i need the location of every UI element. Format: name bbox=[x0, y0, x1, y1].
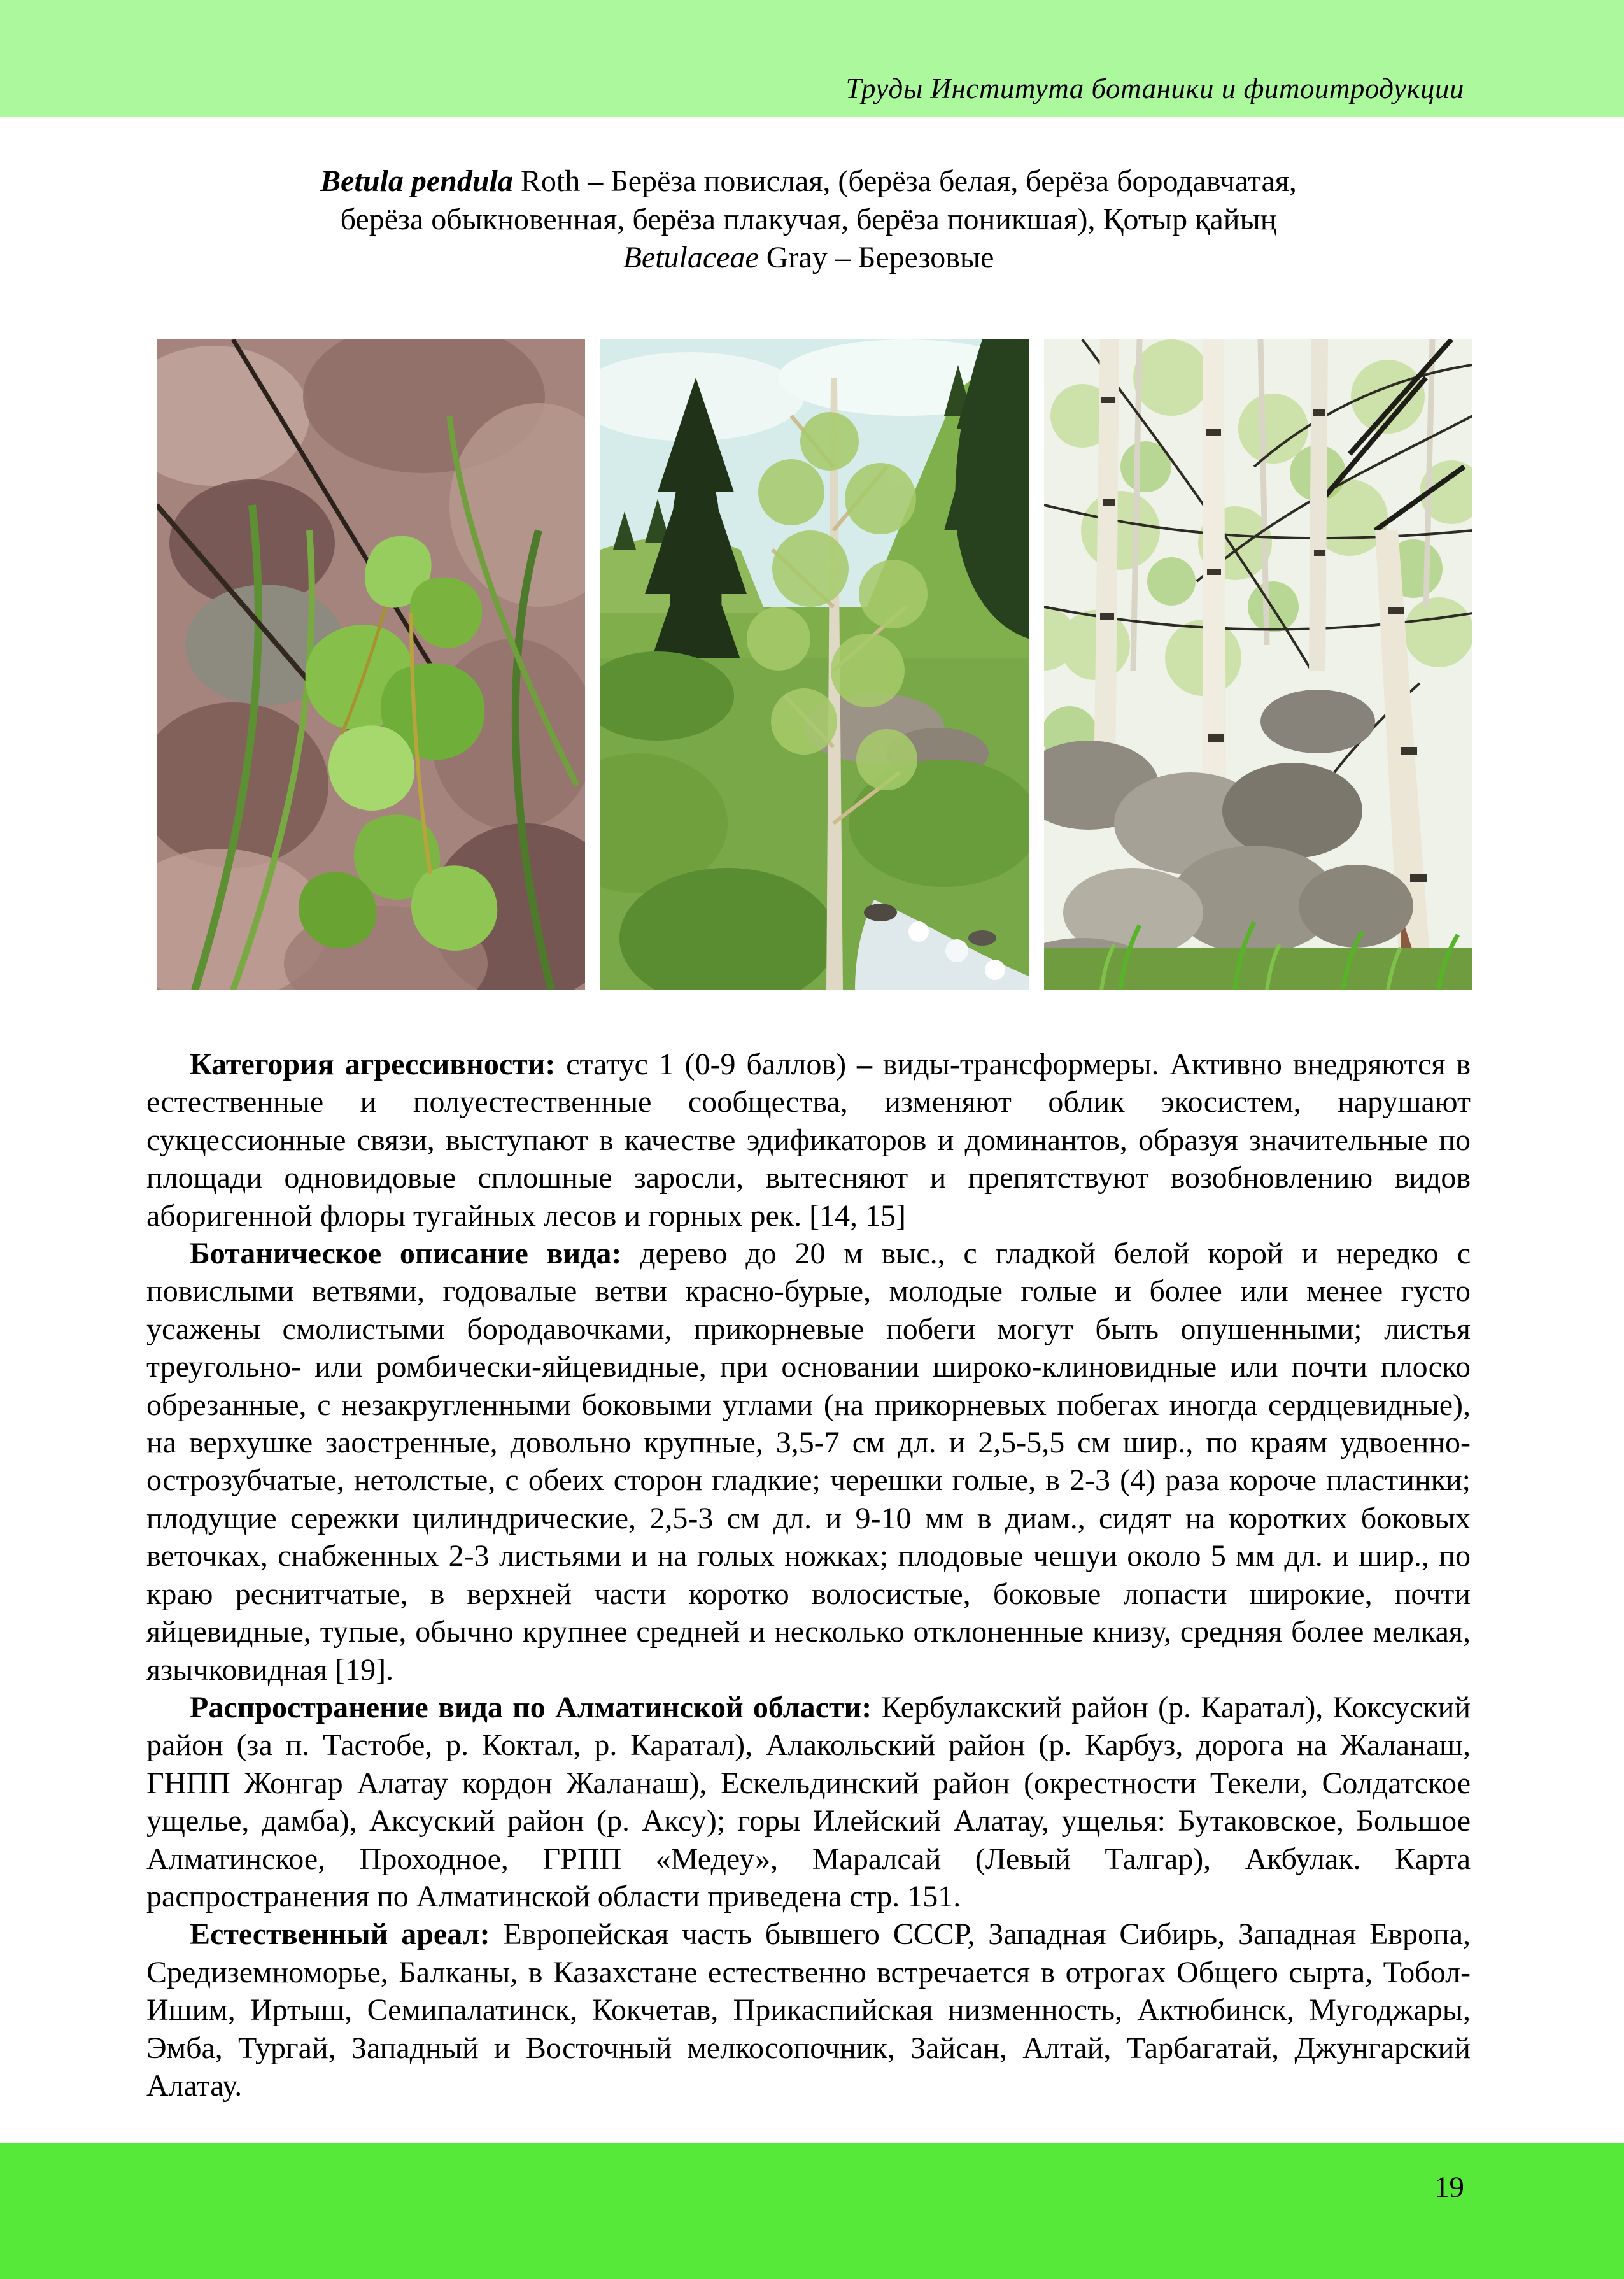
title-line-3 bbox=[146, 239, 1471, 277]
family-name: Betulaceae bbox=[623, 241, 759, 274]
species-name: Betula pendula bbox=[320, 164, 513, 198]
paragraph bbox=[146, 1235, 1471, 1689]
body-text bbox=[146, 1046, 1471, 2105]
paragraph-text: Европейская часть бывшего СССР, Западная Сибирь, Западная Европа, Средиземноморье, Балканы, в Казахстане естественно встречается в отрогах Общего сырта, Тобол-Ишим, Иртыш, Семипалатинск, Кокчетав, Прикаспийская низменность, Актюбинск, Мугоджары, Эмба, Тургай, Западный и Восточный мелкосопочник, Зайсан, Алтай, Тарбагатай, Джунгарский Алатау. bbox=[146, 1917, 1471, 2103]
paragraph-text: статус 1 (0-9 баллов) bbox=[555, 1047, 858, 1081]
photo-birch-leaves bbox=[157, 339, 585, 990]
species-title bbox=[146, 162, 1471, 277]
photo-mountain-slope-image bbox=[600, 339, 1029, 990]
photo-birch-grove bbox=[1044, 339, 1472, 990]
paragraph bbox=[146, 1915, 1471, 2105]
paragraph-lead: Ботаническое описание вида: bbox=[190, 1237, 622, 1271]
paragraph-text: виды-трансформеры. Активно внедряются в естественные и полуестественные сообщества, изменяют облик экосистем, нарушают сукцессионные связи, выступают в качестве эдификаторов и доминантов, образуя значительные по площади одновидовые сплошные заросли, вытесняют и препятствуют возобновлению видов аборигенной флоры тугайных лесов и горных рек. [14, 15] bbox=[146, 1047, 1471, 1233]
title-line-1-rest: Roth – Берёза повислая, (берёза белая, берёза бородавчатая, bbox=[512, 164, 1297, 198]
paragraph-text: дерево до 20 м выс., с гладкой белой корой и нередко с повислыми ветвями, годовалые ветви красно-бурые, молодые голые и более или менее густо усажены смолистыми бородавочками, прикорневые побеги могут быть опушенными; листья треугольно- или ромбически-яйцевидные, при основании широко-клиновидные или почти плоско обрезанные, с незакругленными боковыми углами (на прикорневых побегах иногда сердцевидные), на верхушке заостренные, довольно крупные, 3,5-7 см дл. и 2,5-5,5 см шир., по краям удвоенно-острозубчатые, нетолстые, с обеих сторон гладкие; черешки голые, в 2-3 (4) раза короче пластинки; плодущие сережки цилиндрические, 2,5-3 см дл. и 9-10 мм в диам., сидят на коротких боковых веточках, снабженных 2-3 листьями и на голых ножках; плодовые чешуи около 5 мм дл. и шир., по краю реснитчатые, в верхней части коротко волосистые, боковые лопасти широкие, почти яйцевидные, тупые, обычно крупнее средней и несколько отклоненные книзу, средняя более мелкая, язычковидная [19]. bbox=[146, 1237, 1471, 1687]
title-line-2: берёза обыкновенная, берёза плакучая, берёза поникшая), Қотыр қайың bbox=[340, 202, 1277, 236]
paragraph-lead: Естественный ареал: bbox=[190, 1917, 490, 1952]
photo-strip bbox=[157, 339, 1474, 990]
title-line-1 bbox=[146, 162, 1471, 201]
page-number: 19 bbox=[1434, 2171, 1464, 2204]
paragraph-lead: – bbox=[857, 1047, 873, 1081]
paragraph bbox=[146, 1046, 1471, 1235]
journal-title: Труды Института ботаники и фитоитродукции bbox=[845, 73, 1464, 104]
paragraph bbox=[146, 1689, 1471, 1915]
photo-birch-grove-image bbox=[1044, 339, 1472, 990]
photo-mountain-slope bbox=[600, 339, 1029, 990]
photo-birch-leaves-image bbox=[157, 339, 585, 990]
page-footer bbox=[0, 2143, 1624, 2279]
title-line-3-rest: Gray – Березовые bbox=[758, 241, 994, 274]
paragraph-lead: Категория агрессивности: bbox=[190, 1047, 556, 1081]
page-header bbox=[0, 0, 1624, 117]
paragraph-lead: Распространение вида по Алматинской области: bbox=[190, 1690, 872, 1724]
paragraph-text: Кербулакский район (р. Каратал), Коксуский район (за п. Тастобе, р. Коктал, р. Каратал), Алакольский район (р. Карбуз, дорога на Жаланаш, ГНПП Жонгар Алатау кордон Жаланаш), Ескельдинский район (окрестности Текели, Солдатское ущелье, дамба), Аксуский район (р. Аксу); горы Илейский Алатау, ущелья: Бутаковское, Большое Алматинское, Проходное, ГРПП «Медеу», Маралсай (Левый Талгар), Акбулак. Карта распространения по Алматинской области приведена стр. 151. bbox=[146, 1690, 1471, 1913]
